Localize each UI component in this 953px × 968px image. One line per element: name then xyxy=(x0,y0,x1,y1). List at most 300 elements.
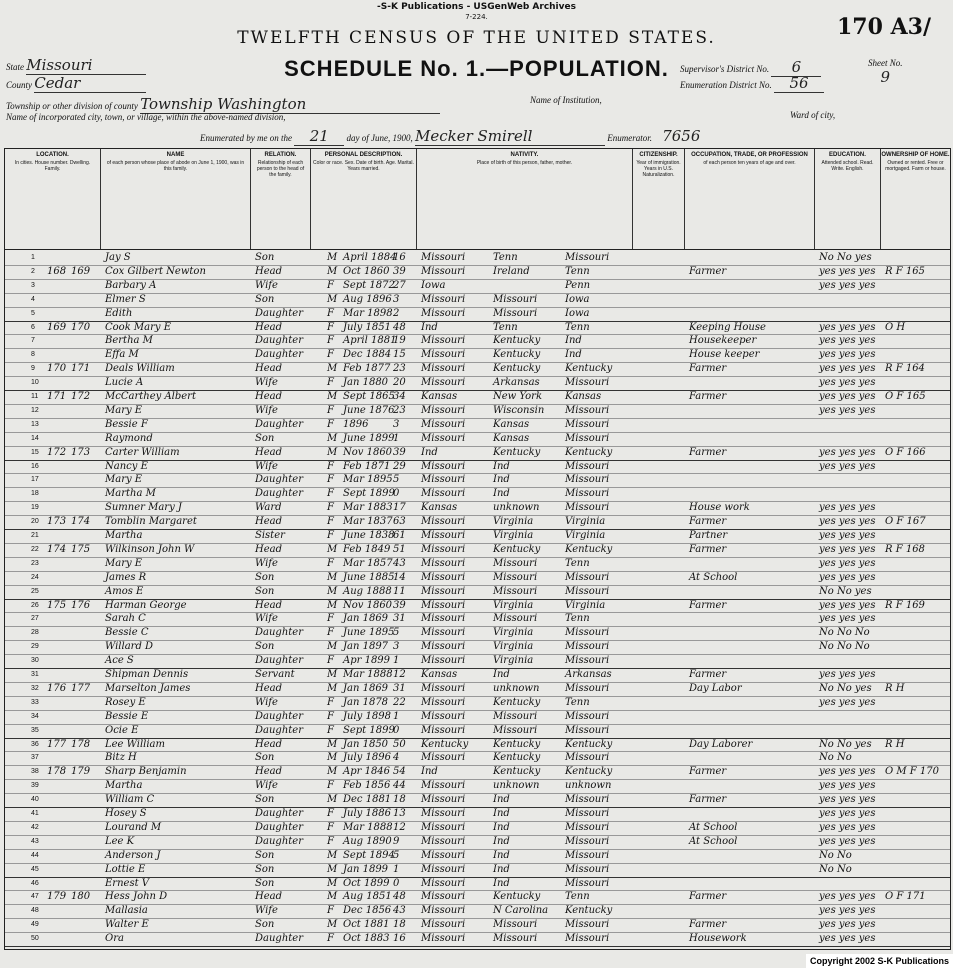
cell-sex: F xyxy=(327,474,334,486)
column-location xyxy=(5,149,101,249)
cell-mother: Missouri xyxy=(565,502,610,514)
cell-name: Martha xyxy=(105,780,143,792)
cell-edu: yes yes yes xyxy=(819,543,876,555)
cell-birth: Mar 1888 xyxy=(343,669,393,680)
cell-age: 11 xyxy=(393,585,406,597)
cell-edu: yes yes yes xyxy=(819,460,876,472)
cell-age: 12 xyxy=(393,821,406,833)
column-ownership xyxy=(881,149,950,249)
cell-sex: M xyxy=(327,252,338,263)
cell-edu: yes yes yes xyxy=(819,321,876,333)
cell-father: Missouri xyxy=(493,571,538,583)
cell-edu: yes yes yes xyxy=(819,919,876,931)
cell-sex: F xyxy=(327,488,334,500)
row-number: 24 xyxy=(31,573,39,581)
cell-mother: Tenn xyxy=(565,613,590,625)
cell-birth: July 1898 xyxy=(343,710,391,722)
cell-dw: 168 xyxy=(47,265,67,277)
cell-sex: M xyxy=(327,766,338,778)
cell-place: Missouri xyxy=(421,516,466,528)
cell-father: Kansas xyxy=(493,432,530,444)
row-rule xyxy=(5,946,950,947)
cell-place: Missouri xyxy=(421,307,466,319)
enumerator-label: Enumerator. xyxy=(607,133,652,143)
cell-father: Kentucky xyxy=(493,696,541,708)
cell-rel: Son xyxy=(255,794,275,806)
cell-birth: Feb 1856 xyxy=(343,780,391,792)
cell-rel: Wife xyxy=(255,279,278,291)
cell-name: Lourand M xyxy=(105,821,162,833)
cell-age: 1 xyxy=(393,863,400,875)
cell-place: Missouri xyxy=(421,682,466,694)
cell-age: 5 xyxy=(393,627,400,639)
cell-sex: M xyxy=(327,919,338,931)
cell-rel: Head xyxy=(255,682,283,694)
row-number: 14 xyxy=(31,434,39,442)
cell-age: 34 xyxy=(393,391,406,402)
cell-age: 9 xyxy=(393,835,400,847)
cell-own: O H xyxy=(885,321,906,333)
cell-mother: Missouri xyxy=(565,655,610,667)
cell-age: 3 xyxy=(393,641,400,653)
cell-edu: No No xyxy=(819,863,852,875)
cell-rel: Son xyxy=(255,752,275,764)
cell-mother: Ind xyxy=(565,349,582,361)
cell-place: Missouri xyxy=(421,724,466,736)
cell-mother: Missouri xyxy=(565,752,610,764)
cell-mother: Missouri xyxy=(565,418,610,430)
column-relation xyxy=(251,149,311,249)
cell-rel: Son xyxy=(255,641,275,653)
cell-name: Mary E xyxy=(105,404,143,416)
cell-age: 3 xyxy=(393,293,400,305)
cell-rel: Head xyxy=(255,543,283,555)
cell-edu: yes yes yes xyxy=(819,502,876,514)
cell-place: Missouri xyxy=(421,641,466,653)
cell-sex: F xyxy=(327,780,334,792)
cell-occ: Day Laborer xyxy=(689,738,753,750)
cell-father: Kentucky xyxy=(493,543,541,555)
cell-name: Bertha M xyxy=(105,335,153,347)
cell-place: Missouri xyxy=(421,794,466,806)
cell-mother: Missouri xyxy=(565,682,610,694)
cell-edu: yes yes yes xyxy=(819,446,876,458)
cell-name: Rosey E xyxy=(105,696,146,708)
cell-sex: F xyxy=(327,307,334,319)
cell-rel: Daughter xyxy=(255,488,303,500)
cell-birth: Jan 1850 xyxy=(343,738,389,750)
cell-place: Missouri xyxy=(421,613,466,625)
cell-place: Missouri xyxy=(421,710,466,722)
cell-name: Tomblin Margaret xyxy=(105,516,197,528)
cell-mother: Missouri xyxy=(565,808,610,819)
cell-age: 31 xyxy=(393,613,406,625)
cell-occ: Farmer xyxy=(689,516,727,528)
cell-place: Missouri xyxy=(421,780,466,792)
cell-rel: Head xyxy=(255,321,283,333)
cell-own: R F 164 xyxy=(885,363,925,375)
cell-place: Missouri xyxy=(421,877,466,889)
cell-place: Missouri xyxy=(421,655,466,667)
cell-name: Mary E xyxy=(105,557,143,569)
cell-birth: Mar 1837 xyxy=(343,516,393,528)
cell-place: Missouri xyxy=(421,808,466,819)
cell-place: Missouri xyxy=(421,404,466,416)
population-table xyxy=(4,148,951,950)
county-value: Cedar xyxy=(34,74,146,93)
cell-place: Ind xyxy=(421,446,438,458)
cell-father: Missouri xyxy=(493,613,538,625)
cell-mother: unknown xyxy=(565,780,612,792)
cell-name: Mary E xyxy=(105,474,143,486)
cell-name: James R xyxy=(105,571,147,583)
cell-father: Kentucky xyxy=(493,738,541,750)
cell-rel: Wife xyxy=(255,404,278,416)
cell-birth: Aug 1896 xyxy=(343,293,392,305)
cell-occ: Housework xyxy=(689,933,747,945)
cell-fam: 178 xyxy=(71,738,91,750)
cell-dw: 169 xyxy=(47,321,67,333)
cell-father: Virginia xyxy=(493,627,534,639)
cell-birth: Sept 1872 xyxy=(343,279,395,291)
cell-age: 48 xyxy=(393,891,406,903)
cell-birth: July 1851 xyxy=(343,321,391,333)
row-number: 45 xyxy=(31,865,39,873)
cell-age: 39 xyxy=(393,265,406,277)
cell-fam: 172 xyxy=(71,391,91,402)
row-number: 47 xyxy=(31,893,39,901)
row-number: 40 xyxy=(31,796,39,804)
banner-line1: -S-K Publications - USGenWeb Archives xyxy=(377,2,576,12)
cell-father: Ind xyxy=(493,460,510,472)
cell-birth: Aug 1888 xyxy=(343,585,392,597)
column-nativity-title: NATIVITY. xyxy=(510,152,539,158)
cell-name: Ernest V xyxy=(105,877,149,889)
cell-rel: Daughter xyxy=(255,655,303,667)
cell-rel: Head xyxy=(255,891,283,903)
cell-dw: 179 xyxy=(47,891,67,903)
cell-rel: Head xyxy=(255,391,283,402)
cell-sex: F xyxy=(327,321,334,333)
cell-age: 43 xyxy=(393,905,406,917)
row-number: 3 xyxy=(31,281,35,289)
cell-mother: Missouri xyxy=(565,404,610,416)
header-divider xyxy=(5,249,950,250)
cell-rel: Wife xyxy=(255,780,278,792)
cell-age: 1 xyxy=(393,655,400,667)
cell-father: unknown xyxy=(493,682,540,694)
cell-place: Missouri xyxy=(421,363,466,375)
cell-sex: F xyxy=(327,821,334,833)
enumerated-label: Enumerated by me on the xyxy=(200,133,292,143)
cell-occ: Farmer xyxy=(689,794,727,806)
cell-occ: Housekeeper xyxy=(689,335,757,347)
cell-name: Bessie F xyxy=(105,418,148,430)
row-number: 5 xyxy=(31,309,35,317)
cell-sex: F xyxy=(327,404,334,416)
cell-sex: M xyxy=(327,738,338,750)
row-number: 1 xyxy=(31,254,35,261)
row-number: 19 xyxy=(31,504,39,512)
township-value: Township Washington xyxy=(140,95,440,114)
cell-age: 14 xyxy=(393,571,406,583)
cell-mother: Missouri xyxy=(565,724,610,736)
cell-age: 0 xyxy=(393,488,400,500)
cell-father: Ind xyxy=(493,863,510,875)
enumerator-name: Mecker Smirell xyxy=(415,127,605,146)
cell-age: 39 xyxy=(393,599,406,611)
cell-place: Missouri xyxy=(421,599,466,611)
cell-place: Missouri xyxy=(421,349,466,361)
cell-birth: Mar 1888 xyxy=(343,821,393,833)
cell-rel: Wife xyxy=(255,460,278,472)
cell-occ: At School xyxy=(689,835,738,847)
cell-edu: No No xyxy=(819,849,852,861)
cell-name: Mallasia xyxy=(105,905,148,917)
cell-father: Ind xyxy=(493,835,510,847)
cell-rel: Daughter xyxy=(255,933,303,945)
cell-name: Sarah C xyxy=(105,613,146,625)
cell-name: Lottie E xyxy=(105,863,146,875)
cell-place: Missouri xyxy=(421,460,466,472)
row-number: 32 xyxy=(31,684,39,692)
column-citizenship xyxy=(633,149,685,249)
cell-sex: F xyxy=(327,279,334,291)
cell-rel: Son xyxy=(255,571,275,583)
county-label: County xyxy=(6,80,32,90)
cell-place: Missouri xyxy=(421,821,466,833)
cell-birth: Dec 1856 xyxy=(343,905,392,917)
cell-birth: Sept 1894 xyxy=(343,849,395,861)
cell-dw: 176 xyxy=(47,682,67,694)
column-nativity-sub: Place of birth of this person, father, mother. xyxy=(476,160,573,166)
cell-name: Bessie C xyxy=(105,627,149,639)
row-number: 29 xyxy=(31,643,39,651)
cell-occ: Farmer xyxy=(689,766,727,778)
cell-age: 61 xyxy=(393,530,406,541)
cell-place: Missouri xyxy=(421,891,466,903)
cell-occ: House keeper xyxy=(689,349,760,361)
cell-birth: Feb 1849 xyxy=(343,543,391,555)
row-number: 11 xyxy=(31,393,39,400)
cell-mother: Virginia xyxy=(565,530,606,541)
month-label: day of June, 1900, xyxy=(346,133,413,143)
cell-place: Missouri xyxy=(421,265,466,277)
cell-mother: Missouri xyxy=(565,252,610,263)
cell-birth: Aug 1890 xyxy=(343,835,392,847)
row-number: 15 xyxy=(31,448,39,456)
cell-mother: Missouri xyxy=(565,432,610,444)
row-number: 8 xyxy=(31,351,35,359)
state-value: Missouri xyxy=(26,56,146,75)
cell-age: 44 xyxy=(393,780,406,792)
cell-edu: No No xyxy=(819,752,852,764)
cell-father: Missouri xyxy=(493,557,538,569)
row-number: 34 xyxy=(31,712,39,720)
cell-rel: Son xyxy=(255,585,275,597)
column-occupation-sub: of each person ten years of age and over. xyxy=(703,160,796,166)
cell-age: 23 xyxy=(393,404,406,416)
sheet-field xyxy=(868,58,903,86)
cell-edu: yes yes yes xyxy=(819,516,876,528)
cell-age: 48 xyxy=(393,321,406,333)
cell-edu: No No yes xyxy=(819,585,872,597)
cell-birth: Oct 1883 xyxy=(343,933,390,945)
column-citizenship-sub: Year of immigration. Years in U.S. Naturalization. xyxy=(636,160,681,178)
row-number: 33 xyxy=(31,698,39,706)
cell-father: Virginia xyxy=(493,599,534,611)
cell-mother: Iowa xyxy=(565,293,590,305)
cell-mother: Missouri xyxy=(565,571,610,583)
cell-occ: Partner xyxy=(689,530,728,541)
county-field xyxy=(6,74,146,93)
cell-age: 17 xyxy=(393,502,406,514)
sheet-value: 9 xyxy=(880,68,891,86)
cell-edu: yes yes yes xyxy=(819,349,876,361)
cell-mother: Missouri xyxy=(565,877,610,889)
cell-sex: M xyxy=(327,363,338,375)
cell-sex: M xyxy=(327,432,338,444)
cell-birth: Apr 1899 xyxy=(343,655,391,667)
cell-rel: Daughter xyxy=(255,474,303,486)
cell-name: Walter E xyxy=(105,919,149,931)
supervisor-value: 6 xyxy=(771,58,821,77)
cell-father: N Carolina xyxy=(493,905,549,917)
cell-place: Ind xyxy=(421,321,438,333)
cell-name: Jay S xyxy=(105,252,131,263)
cell-sex: F xyxy=(327,530,334,541)
cell-own: O F 165 xyxy=(885,391,926,402)
cell-place: Missouri xyxy=(421,488,466,500)
cell-mother: Missouri xyxy=(565,919,610,931)
cell-father: Ind xyxy=(493,488,510,500)
cell-mother: Tenn xyxy=(565,557,590,569)
cell-place: Missouri xyxy=(421,905,466,917)
cell-name: Ace S xyxy=(105,655,134,667)
cell-mother: Missouri xyxy=(565,821,610,833)
row-number: 27 xyxy=(31,615,39,623)
cell-father: Tenn xyxy=(493,252,518,263)
cell-father: Missouri xyxy=(493,724,538,736)
cell-father: Ind xyxy=(493,849,510,861)
cell-edu: No No No xyxy=(819,641,870,653)
cell-rel: Daughter xyxy=(255,835,303,847)
row-number: 37 xyxy=(31,754,39,762)
row-number: 28 xyxy=(31,629,39,637)
row-number: 6 xyxy=(31,323,35,331)
cell-place: Kansas xyxy=(421,391,458,402)
enumeration-day: 21 xyxy=(294,127,344,146)
cell-fam: 179 xyxy=(71,766,91,778)
cell-birth: June 1885 xyxy=(343,571,395,583)
cell-father: Kentucky xyxy=(493,752,541,764)
column-personal-sub: Color or race. Sex. Date of birth. Age. Marital. Years married. xyxy=(313,160,414,172)
row-number: 46 xyxy=(31,879,39,887)
cell-age: 18 xyxy=(393,919,406,931)
row-number: 9 xyxy=(31,365,35,373)
cell-sex: F xyxy=(327,696,334,708)
enumerated-line xyxy=(200,127,700,146)
column-ownership-title: OWNERSHIP OF HOME. xyxy=(881,152,950,158)
cell-mother: Kentucky xyxy=(565,766,613,778)
cell-mother: Penn xyxy=(565,279,591,291)
cell-mother: Kentucky xyxy=(565,905,613,917)
cell-birth: Oct 1881 xyxy=(343,919,390,931)
cell-birth: Sept 1899 xyxy=(343,488,395,500)
cell-mother: Missouri xyxy=(565,849,610,861)
cell-mother: Missouri xyxy=(565,460,610,472)
row-number: 16 xyxy=(31,462,39,470)
cell-age: 23 xyxy=(393,363,406,375)
cell-own: R F 168 xyxy=(885,543,925,555)
cell-father: Kentucky xyxy=(493,349,541,361)
cell-name: Lee William xyxy=(105,738,165,750)
cell-father: Missouri xyxy=(493,919,538,931)
enum-district-value: 56 xyxy=(774,74,824,93)
row-number: 21 xyxy=(31,532,39,539)
cell-father: Kentucky xyxy=(493,363,541,375)
ward-label: Ward of city, xyxy=(790,110,836,120)
cell-place: Missouri xyxy=(421,835,466,847)
cell-place: Missouri xyxy=(421,530,466,541)
cell-mother: Missouri xyxy=(565,933,610,945)
row-number: 12 xyxy=(31,406,39,414)
cell-birth: Dec 1881 xyxy=(343,794,392,806)
cell-rel: Head xyxy=(255,265,283,277)
cell-birth: Jan 1880 xyxy=(343,377,389,389)
cell-name: Anderson J xyxy=(105,849,161,861)
cell-place: Missouri xyxy=(421,335,466,347)
row-number: 43 xyxy=(31,837,39,845)
cell-name: Marselton James xyxy=(105,682,191,694)
cell-sex: M xyxy=(327,599,338,611)
cell-mother: Missouri xyxy=(565,627,610,639)
cell-birth: June 1895 xyxy=(343,627,395,639)
cell-place: Kansas xyxy=(421,502,458,514)
cell-name: Ora xyxy=(105,933,124,945)
cell-name: Harman George xyxy=(105,599,187,611)
cell-edu: yes yes yes xyxy=(819,279,876,291)
row-number: 17 xyxy=(31,476,39,484)
cell-age: 31 xyxy=(393,682,406,694)
cell-edu: yes yes yes xyxy=(819,933,876,945)
cell-birth: June 1838 xyxy=(343,530,395,541)
cell-birth: April 1881 xyxy=(343,335,397,347)
cell-place: Kentucky xyxy=(421,738,469,750)
cell-rel: Son xyxy=(255,877,275,889)
cell-dw: 173 xyxy=(47,516,67,528)
banner-line2: 7-224. xyxy=(465,13,488,21)
cell-name: Deals William xyxy=(105,363,175,375)
sheet-label: Sheet No. xyxy=(868,58,903,68)
cell-sex: M xyxy=(327,265,338,277)
cell-father: Wisconsin xyxy=(493,404,545,416)
state-label: State xyxy=(6,62,24,72)
cell-occ: Day Labor xyxy=(689,682,742,694)
cell-name: Willard D xyxy=(105,641,154,653)
cell-name: Raymond xyxy=(105,432,153,444)
row-number: 13 xyxy=(31,420,39,428)
cell-birth: Feb 1877 xyxy=(343,363,391,375)
cell-sex: F xyxy=(327,557,334,569)
cell-father: Missouri xyxy=(493,585,538,597)
cell-place: Missouri xyxy=(421,377,466,389)
cell-age: 51 xyxy=(393,543,406,555)
cell-sex: M xyxy=(327,891,338,903)
cell-age: 2 xyxy=(393,307,400,319)
city-field xyxy=(6,112,285,122)
cell-sex: M xyxy=(327,669,338,680)
